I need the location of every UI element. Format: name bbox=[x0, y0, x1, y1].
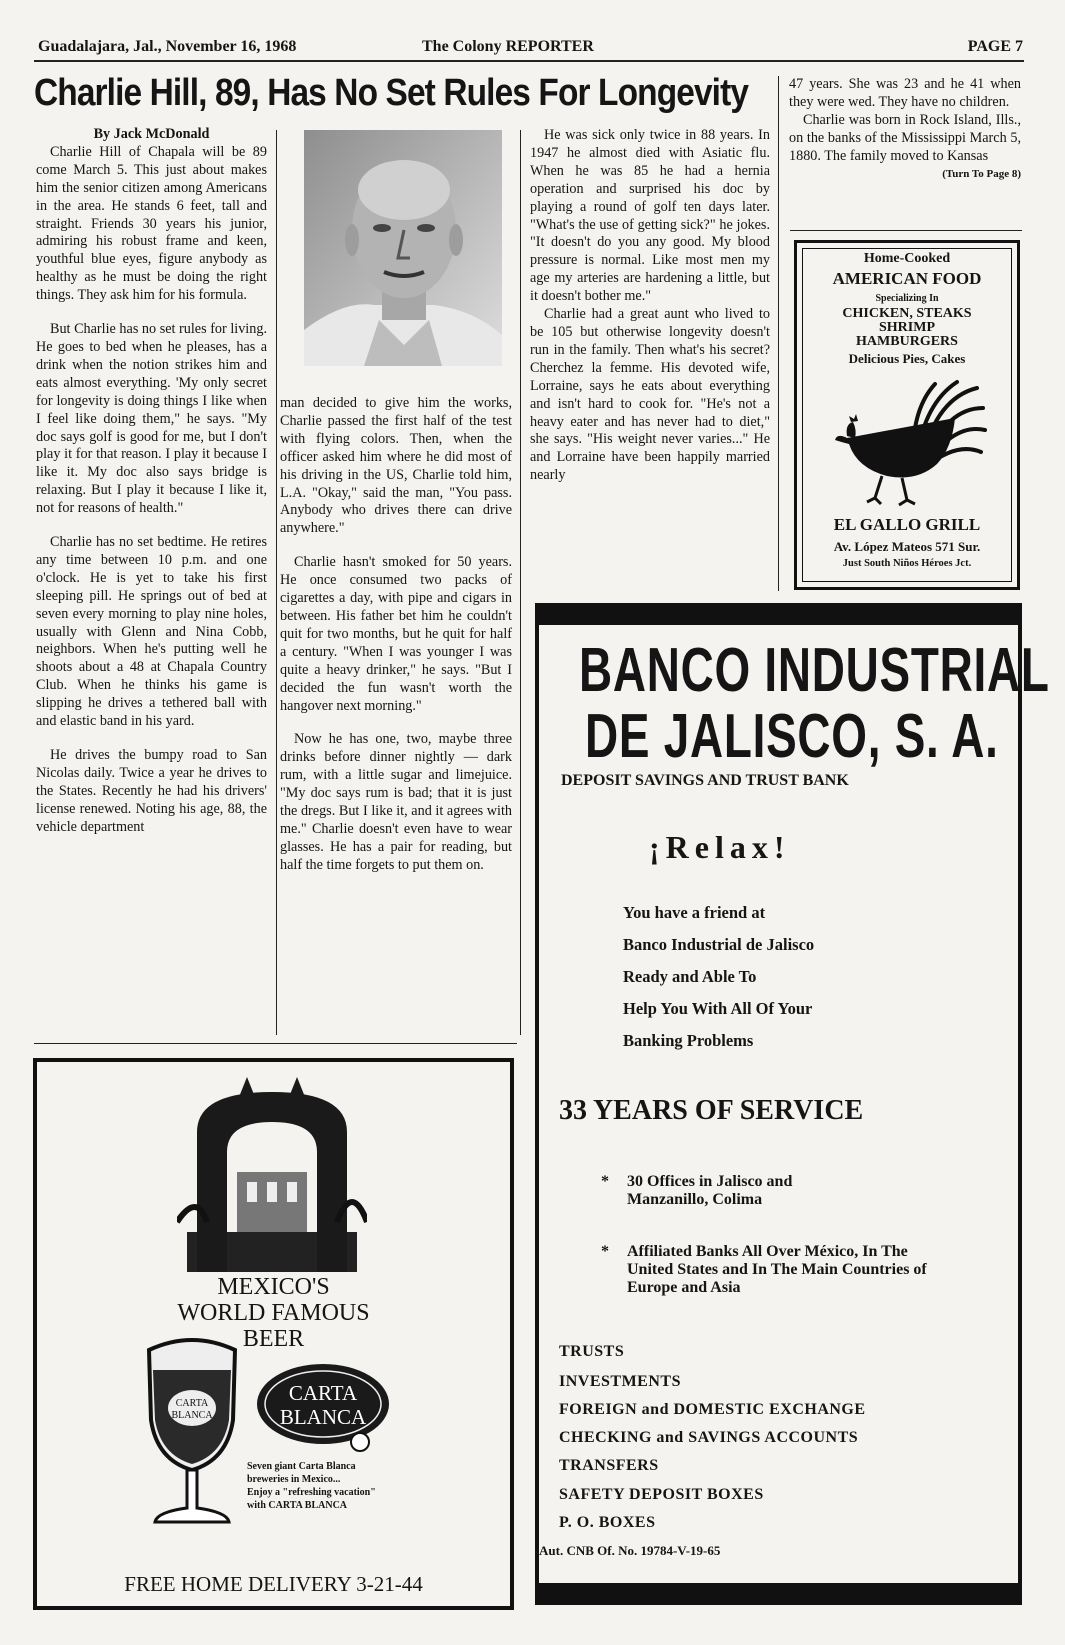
paragraph: Now he has one, two, maybe three drinks before dinner nightly — dark rum, with a little sugar and limejuice. "My doc says rum is bad; that it is just the dregs. But I like it, and it agrees with me." Charlie doesn't even have to wear glasses. He has a pair for reading, but half the time forgets to put them on. bbox=[280, 731, 512, 873]
ad-bottom-bar bbox=[535, 1583, 1022, 1605]
column-end-rule bbox=[790, 230, 1022, 231]
glass-label: CARTA bbox=[175, 1398, 209, 1409]
friend-line: Help You With All Of Your bbox=[623, 999, 813, 1018]
beer-headline: WORLD FAMOUS bbox=[177, 1300, 370, 1326]
paragraph: But Charlie has no set rules for living. He goes to bed when he pleases, has a drink when the notion strikes him and eats almost everything. 'My only secret for longevity is doing things I like when I feel like doing them," he says. "My doc says golf is good for me, but I don't play it for that reason. I play it because I like it. My doc also says bridge is relaxing. But I play it because I like it, not for reasons of health." bbox=[36, 321, 267, 517]
bank-tagline: DEPOSIT SAVINGS AND TRUST BANK bbox=[561, 772, 849, 789]
el-gallo-grill-ad bbox=[794, 240, 1020, 590]
beer-headline: MEXICO'S bbox=[217, 1274, 330, 1300]
restaurant-address: Av. López Mateos 571 Sur. bbox=[833, 539, 981, 554]
brewery-gate-illustration bbox=[177, 1072, 367, 1282]
friend-line: Banking Problems bbox=[623, 1031, 754, 1050]
article-column-3 bbox=[530, 127, 770, 485]
portrait-illustration bbox=[304, 130, 502, 366]
service-item: CHECKING and SAVINGS ACCOUNTS bbox=[559, 1429, 859, 1446]
service-item: P. O. BOXES bbox=[559, 1514, 656, 1531]
carta-blanca-ad bbox=[33, 1058, 514, 1610]
bullet-mark: * bbox=[601, 1243, 609, 1260]
carta-blanca-logo bbox=[255, 1360, 395, 1452]
logo-text: CARTA bbox=[288, 1381, 358, 1405]
column-rule bbox=[778, 76, 779, 591]
bullet-mark: * bbox=[601, 1173, 609, 1190]
affiliates-bullet: Affiliated Banks All Over México, In The United States and In The Main Countries of Europe and Asia bbox=[627, 1243, 927, 1296]
service-item: INVESTMENTS bbox=[559, 1373, 681, 1390]
offices-bullet: 30 Offices in Jalisco and Manzanillo, Colima bbox=[627, 1173, 793, 1208]
paragraph: man decided to give him the works, Charlie passed the first half of the test with flying colors. Then, when the officer asked him where he did most of his driving in the US, Charlie told him, L.A. "Okay," said the man, "You pass. Anybody who drives there can drive anywhere." bbox=[280, 395, 512, 537]
glass-label: BLANCA bbox=[171, 1410, 213, 1421]
friend-line: Ready and Able To bbox=[623, 967, 757, 986]
ad-top-bar bbox=[535, 603, 1022, 625]
ad-line: SHRIMP bbox=[879, 320, 935, 335]
masthead-rule bbox=[34, 60, 1024, 62]
relax-heading: ¡Relax! bbox=[649, 829, 791, 865]
service-item: TRUSTS bbox=[559, 1343, 625, 1360]
article-bottom-rule bbox=[34, 1043, 517, 1044]
paragraph: He drives the bumpy road to San Nicolas daily. Twice a year he drives to the States. Recently he had his drivers' license renewed. Noting his age, 88, the vehicle department bbox=[36, 747, 267, 835]
bank-name-line-1: BANCO INDUSTRIAL bbox=[579, 636, 1050, 705]
jump-line: (Turn To Page 8) bbox=[942, 167, 1021, 180]
paragraph: Charlie Hill of Chapala will be 89 come March 5. This just about makes him the senior citizen among Americans in the area. He stands 6 feet, tall and straight. Friends 30 years his junior, admiring his robust frame and keen, youthful blue eyes, figure anybody as healthy as he must be doing the right things. They ask him for his formula. bbox=[36, 143, 267, 304]
article-column-2 bbox=[280, 395, 512, 875]
beer-small-print bbox=[247, 1460, 376, 1512]
rooster-icon bbox=[827, 378, 987, 508]
paragraph: Charlie hasn't smoked for 50 years. He once consumed two packs of cigarettes a day, with pipe and cigars in between. His father bet him he couldn't quit for two months, but he quit for half a century. "When I was younger I was quite a heavy drinker," he says. "But I decided the fun wasn't worth the hangover next morning." bbox=[280, 554, 512, 714]
banco-industrial-ad bbox=[535, 603, 1050, 1605]
small-print-line: breweries in Mexico... bbox=[247, 1474, 341, 1485]
masthead bbox=[38, 38, 1023, 58]
ad-line: HAMBURGERS bbox=[856, 334, 958, 349]
byline: By Jack McDonald bbox=[93, 126, 210, 142]
friend-line: Banco Industrial de Jalisco bbox=[623, 935, 815, 954]
small-print-line: Enjoy a "refreshing vacation" bbox=[247, 1487, 376, 1498]
paper-name: The Colony REPORTER bbox=[422, 38, 594, 55]
ad-line: CHICKEN, STEAKS bbox=[842, 306, 972, 321]
beer-glass-illustration bbox=[137, 1330, 247, 1530]
service-item: FOREIGN and DOMESTIC EXCHANGE bbox=[559, 1401, 866, 1418]
bank-name-line-2: DE JALISCO, S. A. bbox=[585, 702, 999, 771]
authorization-number: Aut. CNB Of. No. 19784-V-19-65 bbox=[539, 1543, 721, 1558]
service-item: SAFETY DEPOSIT BOXES bbox=[559, 1486, 764, 1503]
friend-line: You have a friend at bbox=[623, 903, 766, 922]
column-rule bbox=[276, 130, 277, 1035]
ad-line: Home-Cooked bbox=[863, 251, 951, 266]
logo-text: BLANCA bbox=[279, 1405, 367, 1429]
small-print-line: Seven giant Carta Blanca bbox=[247, 1461, 356, 1472]
page-number: PAGE 7 bbox=[967, 38, 1023, 55]
paragraph: Charlie has no set bedtime. He retires any time between 10 p.m. and one o'clock. He is yet to take his first sleeping pill. He springs out of bed at seven every morning to play nine holes, usually with Glenn and Nina Cobb, neighbors. When he's putting well he shoots about a 48 at Chapala Country Club. When he thinks his game is slipping he drives a tethered ball with and elastic band in his yard. bbox=[36, 534, 267, 730]
small-print-line: with CARTA BLANCA bbox=[247, 1500, 348, 1511]
paragraph: 47 years. She was 23 and he 41 when they were wed. They have no children. bbox=[789, 76, 1021, 110]
headline: Charlie Hill, 89, Has No Set Rules For Longevity bbox=[34, 72, 749, 114]
years-of-service: 33 YEARS OF SERVICE bbox=[559, 1095, 864, 1126]
ad-line: AMERICAN FOOD bbox=[832, 269, 982, 288]
ad-line: Specializing In bbox=[875, 293, 939, 304]
delivery-phone: FREE HOME DELIVERY 3-21-44 bbox=[124, 1572, 423, 1596]
beer-headline: BEER bbox=[242, 1326, 305, 1352]
article-column-4 bbox=[789, 76, 1021, 183]
dateline: Guadalajara, Jal., November 16, 1968 bbox=[38, 38, 297, 55]
paragraph: He was sick only twice in 88 years. In 1947 he almost died with Asiatic flu. When he was 85 he had a hernia operation and surprised his doc by playing a round of golf ten days later. "What's the use of getting sick?" he jokes. "It doesn't do you any good. My blood pressure is normal. Like most men my age my arteries are hardening a little, but it doesn't bother me." bbox=[530, 127, 770, 305]
restaurant-name: EL GALLO GRILL bbox=[833, 515, 981, 534]
restaurant-location: Just South Niños Héroes Jct. bbox=[842, 558, 972, 569]
ad-line: Delicious Pies, Cakes bbox=[848, 351, 966, 366]
paragraph: Charlie had a great aunt who lived to be 105 but otherwise longevity doesn't run in the family. Then what's his secret? Cherchez la femme. His devoted wife, Lorraine, says he eats about everything and isn't hard to cook for. "He's not a heavy eater and has never had to diet," she says. "His weight never varies..." He and Lorraine have been happily married nearly bbox=[530, 306, 770, 484]
paragraph: Charlie was born in Rock Island, Ills., on the banks of the Mississippi March 5, 1880. The family moved to Kansas bbox=[789, 111, 1021, 164]
portrait-photo bbox=[304, 130, 502, 366]
service-item: TRANSFERS bbox=[559, 1457, 659, 1474]
column-rule bbox=[520, 130, 521, 1035]
article-column-1 bbox=[36, 126, 267, 837]
